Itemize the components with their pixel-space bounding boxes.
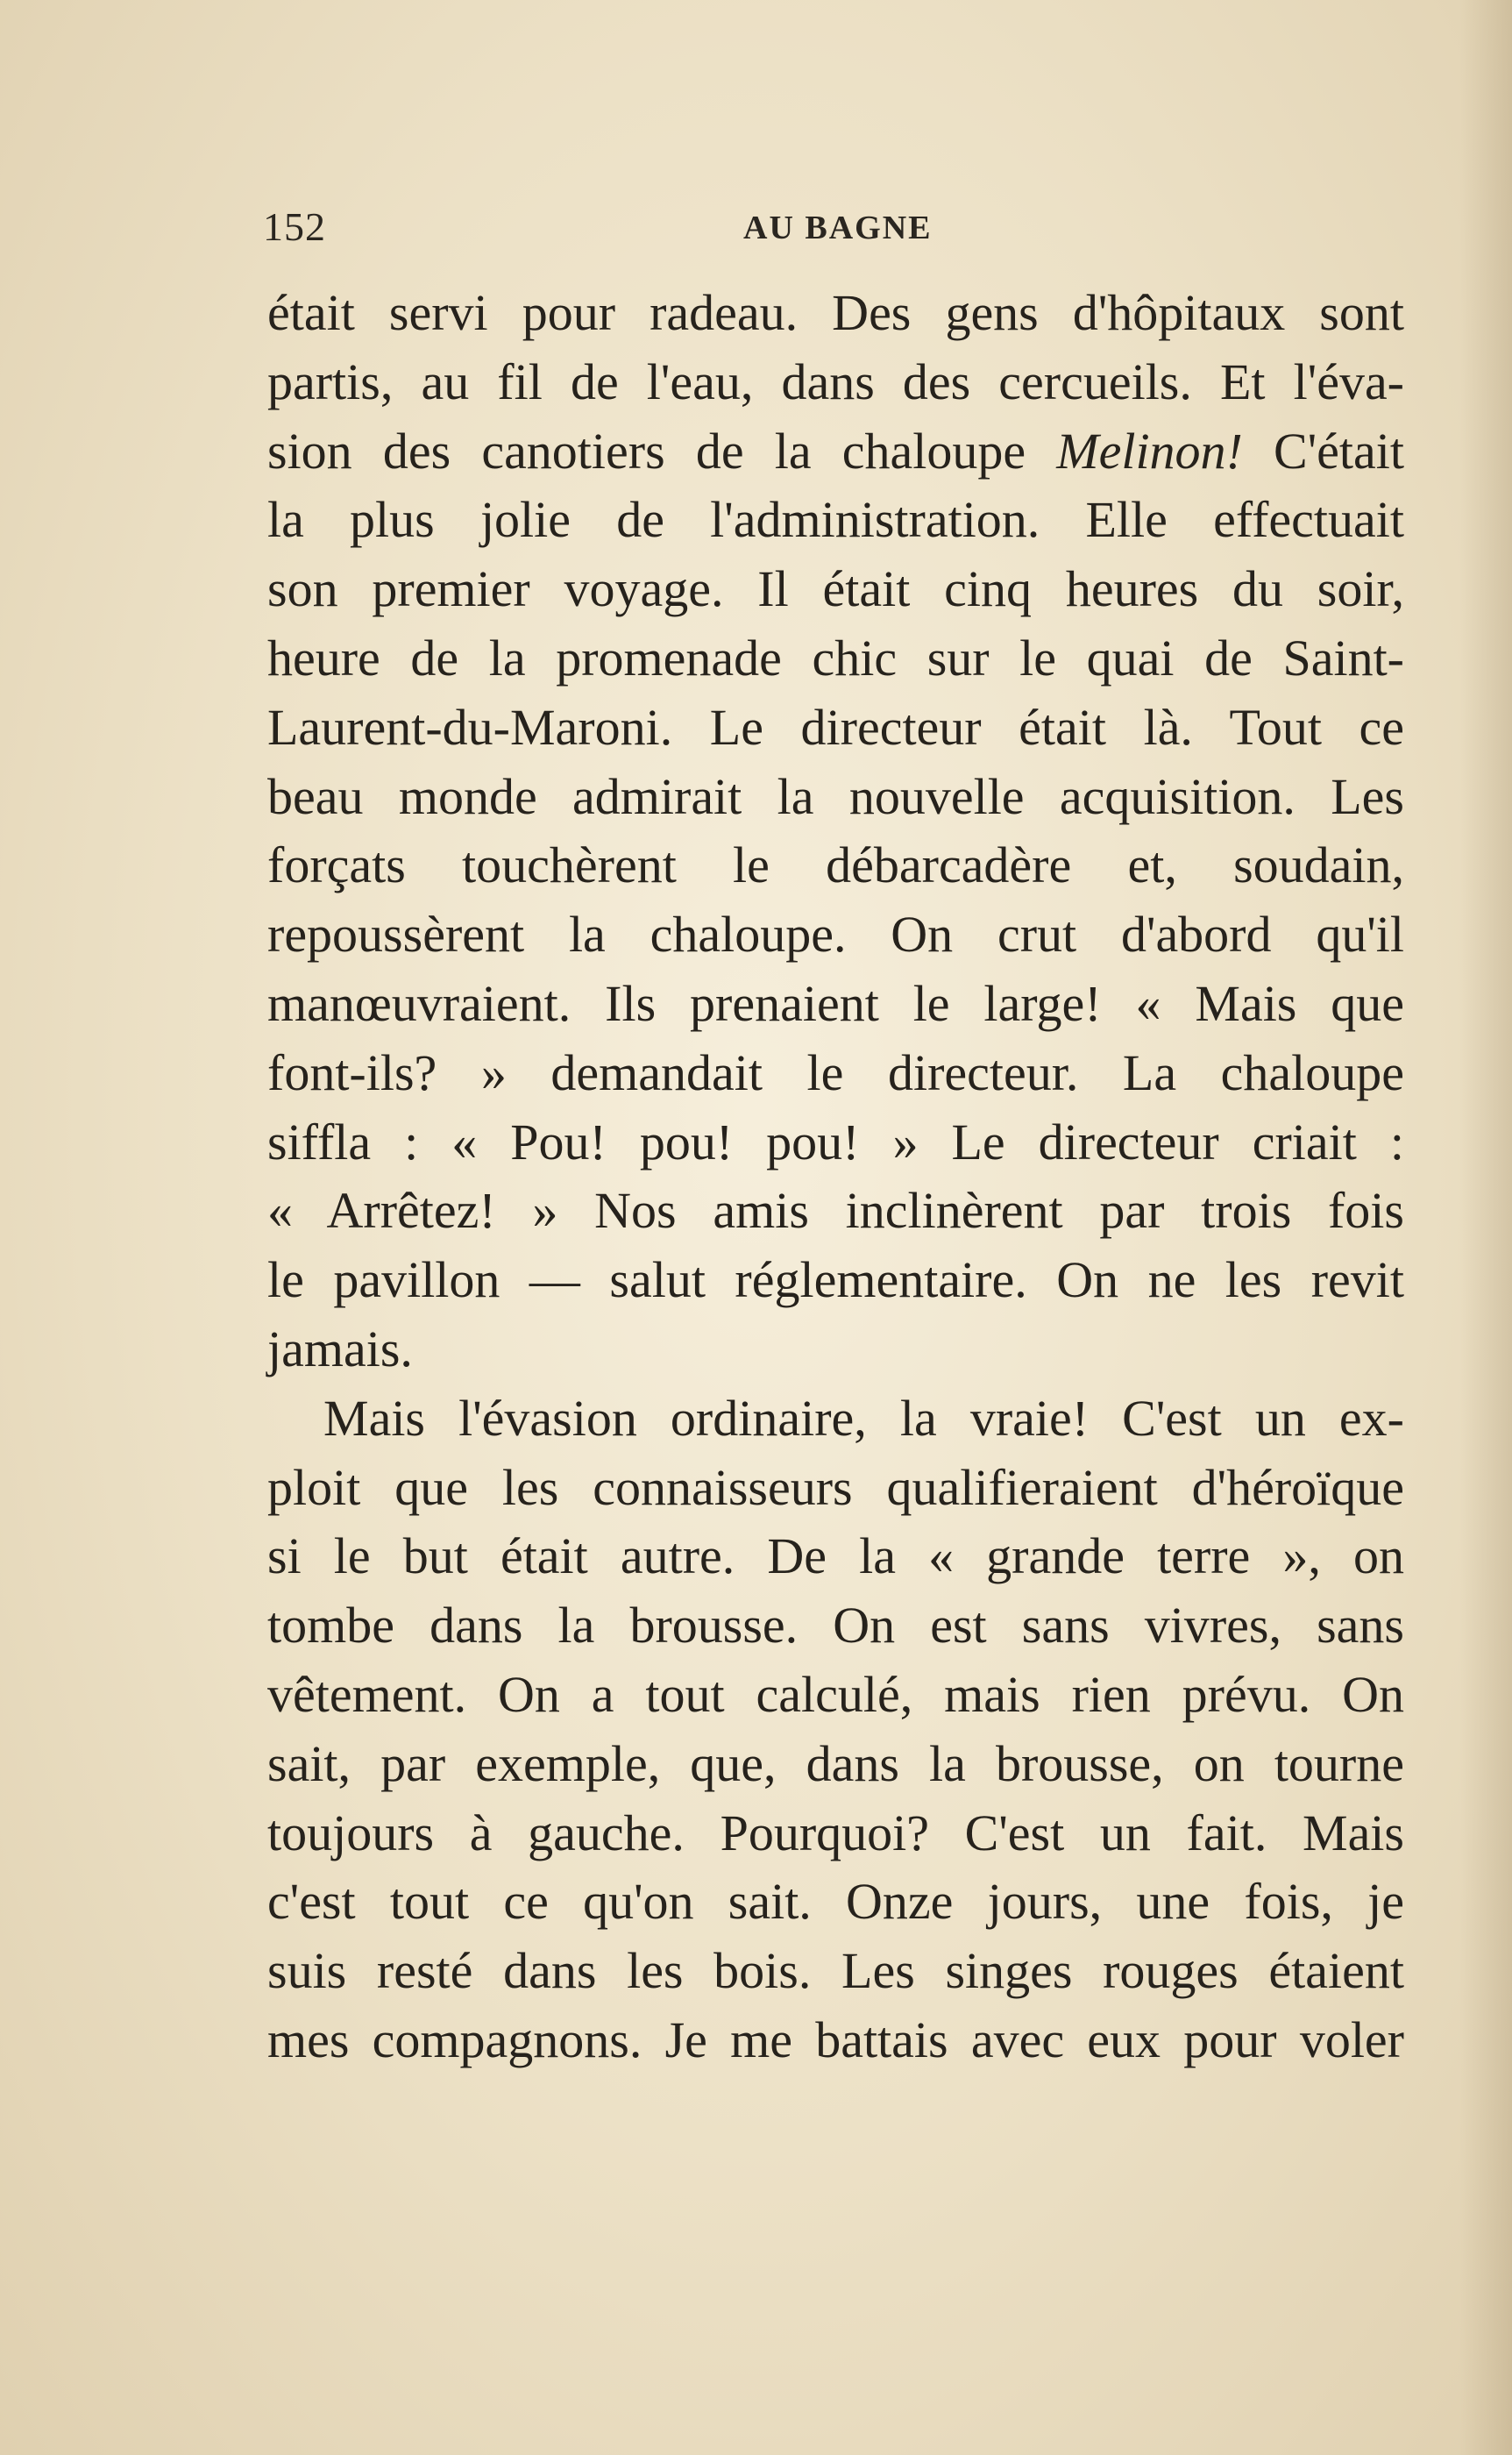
- text-line: beau monde admirait la nouvelle acquisition. Les: [267, 767, 1404, 825]
- text-line: tombe dans la brousse. On est sans vivres, sans: [267, 1597, 1404, 1654]
- text-line: partis, au fil de l'eau, dans des cercueils. Et l'éva-: [267, 352, 1404, 410]
- text-line: c'est tout ce qu'on sait. Onze jours, une fois, je: [267, 1873, 1404, 1931]
- paragraph-2: [267, 1384, 1404, 2075]
- ship-name: Melinon!: [1056, 422, 1243, 480]
- text-line: mes compagnons. Je me battais avec eux pour voler: [267, 2010, 1404, 2068]
- text-line: suis resté dans les bois. Les singes rouges étaient: [267, 1942, 1404, 2000]
- running-title: AU BAGNE: [743, 210, 933, 246]
- running-head: [263, 203, 1402, 256]
- text-line: [267, 417, 1404, 487]
- text-line: le pavillon — salut réglementaire. On ne les revit: [267, 1251, 1404, 1309]
- text-line: « Arrêtez! » Nos amis inclinèrent par trois fois: [267, 1182, 1404, 1240]
- text-line: siffla : « Pou! pou! pou! » Le directeur criait :: [267, 1113, 1404, 1171]
- text-line-segment: sion des canotiers de la chaloupe: [267, 422, 1026, 480]
- text-line: vêtement. On a tout calculé, mais rien prévu. On: [267, 1665, 1404, 1723]
- text-line: sait, par exemple, que, dans la brousse, on tourne: [267, 1734, 1404, 1792]
- text-line: forçats touchèrent le débarcadère et, soudain,: [267, 836, 1404, 894]
- text-line: Laurent-du-Maroni. Le directeur était là. Tout ce: [267, 698, 1404, 756]
- paragraph-1: [267, 279, 1404, 1384]
- text-line-segment: C'était: [1274, 422, 1405, 480]
- body-text: [267, 279, 1404, 2075]
- text-line: heure de la promenade chic sur le quai de Saint-: [267, 629, 1404, 687]
- text-line: toujours à gauche. Pourquoi? C'est un fait. Mais: [267, 1804, 1404, 1861]
- text-line: ploit que les connaisseurs qualifieraient d'héroïque: [267, 1458, 1404, 1516]
- text-line: Mais l'évasion ordinaire, la vraie! C'est un ex-: [323, 1389, 1404, 1447]
- text-line: son premier voyage. Il était cinq heures du soir,: [267, 560, 1404, 618]
- text-line: était servi pour radeau. Des gens d'hôpitaux sont: [267, 284, 1404, 341]
- text-line: font-ils? » demandait le directeur. La chaloupe: [267, 1043, 1404, 1101]
- text-line: manœuvraient. Ils prenaient le large! « Mais que: [267, 974, 1404, 1032]
- page-number: 152: [263, 204, 326, 249]
- text-line: la plus jolie de l'administration. Elle effectuait: [267, 491, 1404, 549]
- text-line: jamais.: [267, 1320, 413, 1377]
- text-line: si le but était autre. De la « grande terre », on: [267, 1527, 1404, 1585]
- text-line: repoussèrent la chaloupe. On crut d'abord qu'il: [267, 906, 1404, 964]
